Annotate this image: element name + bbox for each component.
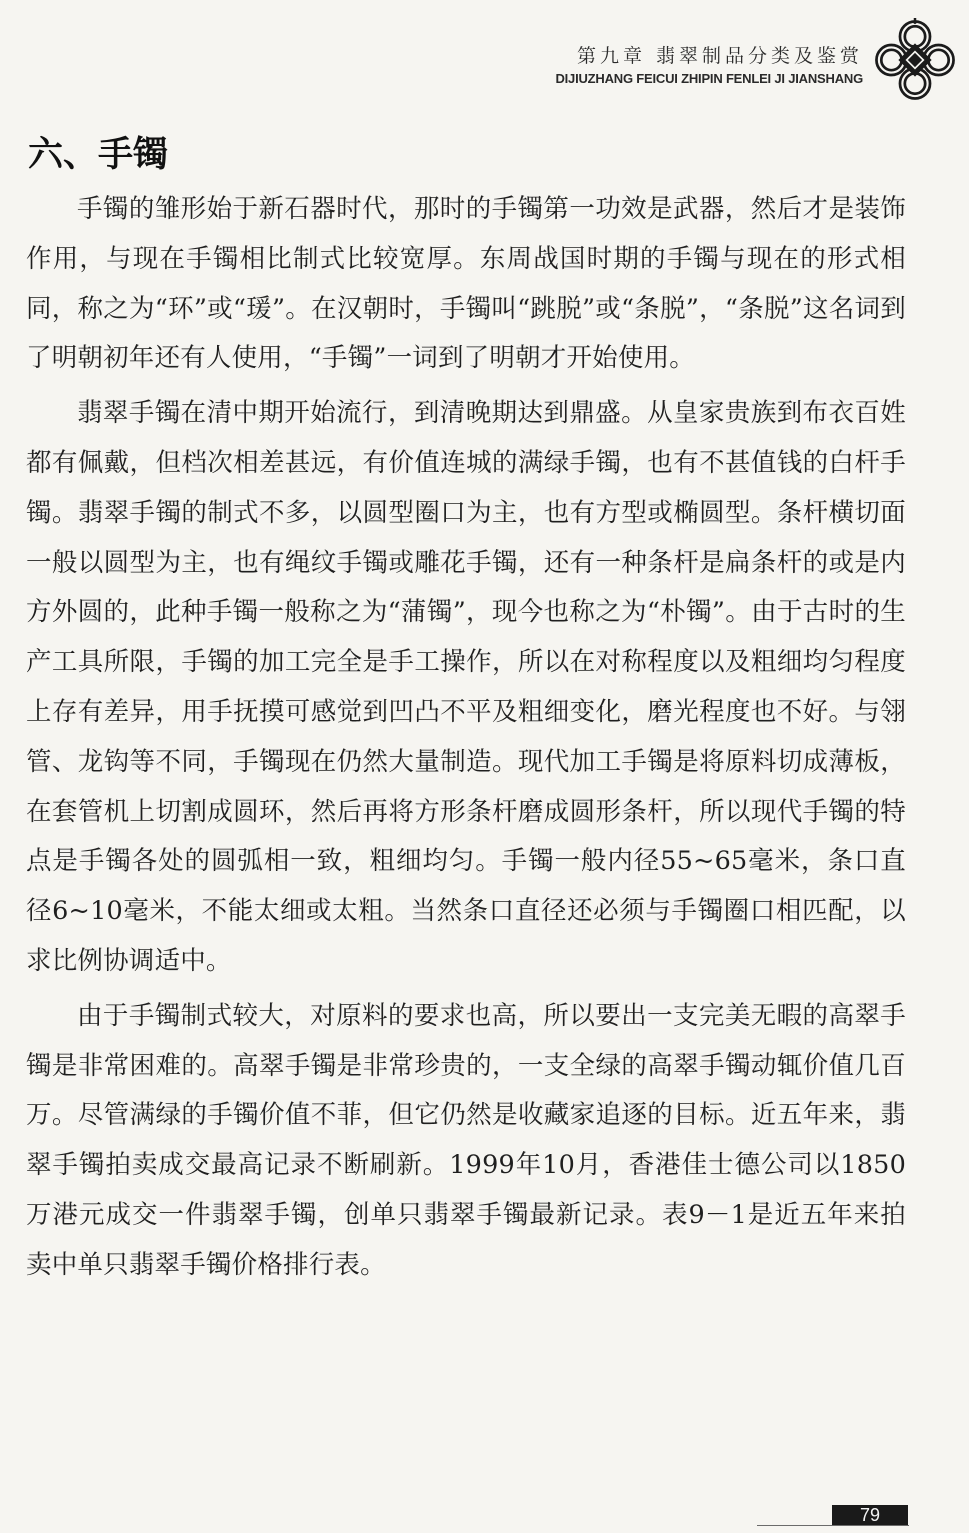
body-text [26,185,906,1296]
section-title: 六、手镯 [28,135,169,175]
running-header [555,44,863,88]
paragraph-auction-records: 由于手镯制式较大，对原料的要求也高，所以要出一支完美无暇的高翠手镯是非常困难的。高翠手镯是非常珍贵的，一支全绿的高翠手镯动辄价值几百万。尽管满绿的手镯价值不菲，但它仍然是收藏家追逐的目标。近五年来，翡翠手镯拍卖成交最高记录不断刷新。1999年10月，香港佳士德公司以1850万港元成交一件翡翠手镯，创单只翡翠手镯最新记录。表9－1是近五年来拍卖中单只翡翠手镯价格排行表。 [26,1000,906,1280]
chinese-knot-icon [873,18,957,102]
paragraph-bracelet-history: 手镯的雏形始于新石器时代，那时的手镯第一功效是武器，然后才是装饰作用，与现在手镯相比制式比较宽厚。东周战国时期的手镯与现在的形式相同，称之为“环”或“瑗”。在汉朝时，手镯叫“跳脱”或“条脱”，“条脱”这名词到了明朝初年还有人使用，“手镯”一词到了明朝才开始使用。 [26,194,906,374]
chapter-title-pinyin: DIJIUZHANG FEICUI ZHIPIN FENLEI JI JIANSHANG [555,71,863,86]
paragraph-jadeite-bracelet-styles: 翡翠手镯在清中期开始流行，到清晚期达到鼎盛。从皇家贵族到布衣百姓都有佩戴，但档次相差甚远，有价值连城的满绿手镯，也有不甚值钱的白杆手镯。翡翠手镯的制式不多，以圆型圈口为主，也有方型或椭圆型。条杆横切面一般以圆型为主，也有绳纹手镯或雕花手镯，还有一种条杆是扁条杆的或是内方外圆的，此种手镯一般称之为“蒲镯”，现今也称之为“朴镯”。由于古时的生产工具所限，手镯的加工完全是手工操作，所以在对称程度以及粗细均匀程度上存有差异，用手抚摸可感觉到凹凸不平及粗细变化，磨光程度也不好。与翎管、龙钩等不同，手镯现在仍然大量制造。现代加工手镯是将原料切成薄板，在套管机上切割成圆环，然后再将方形条杆磨成圆形条杆，所以现代手镯的特点是手镯各处的圆弧相一致，粗细均匀。手镯一般内径55~65毫米，条口直径6~10毫米，不能太细或太粗。当然条口直径还必须与手镯圈口相匹配，以求比例协调适中。 [26,398,906,976]
footer-rule [757,1525,909,1526]
page-number: 79 [832,1505,908,1525]
chapter-title-chinese: 第九章 翡翠制品分类及鉴赏 [576,45,863,67]
